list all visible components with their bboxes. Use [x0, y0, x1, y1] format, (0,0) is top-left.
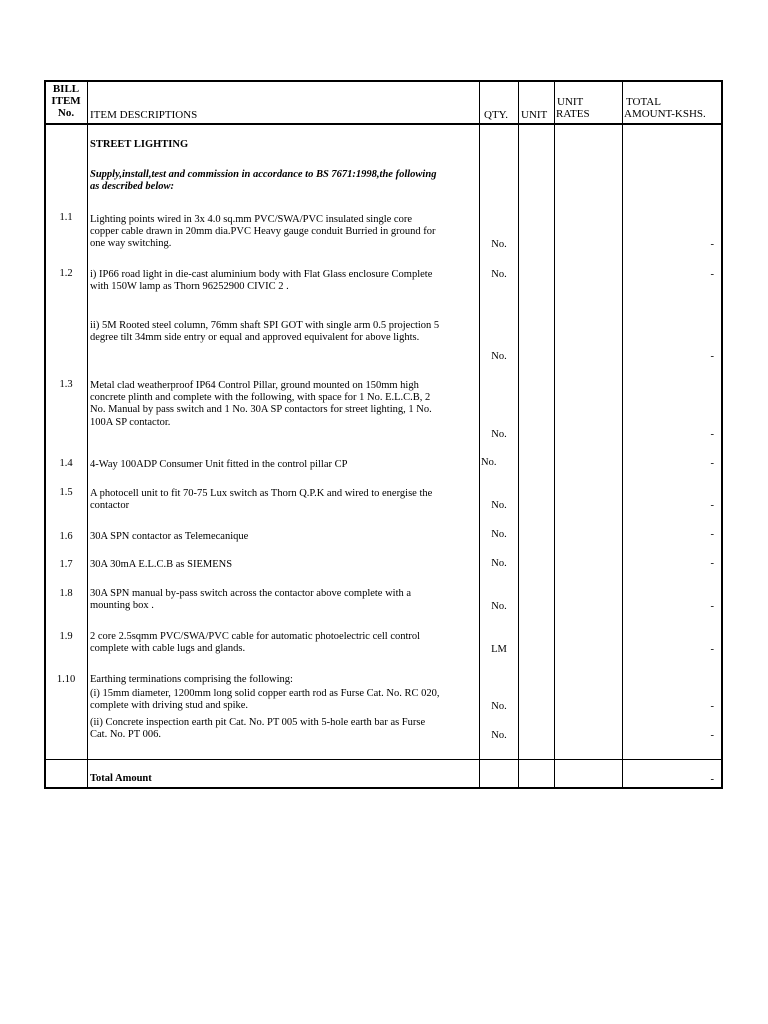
item-description: i) IP66 road light in die-cast aluminium body with Flat Glass enclosure Complete with 150W lamp as Thorn 96252900 CIVIC 2 .: [90, 269, 433, 293]
item-qty: No.: [491, 730, 507, 741]
item-description: 2 core 2.5sqmm PVC/SWA/PVC cable for automatic photoelectric cell control complete with cable lugs and glands.: [90, 631, 421, 655]
item-amount: -: [710, 701, 714, 712]
item-amount: -: [710, 529, 714, 540]
item-number: 1.1: [59, 212, 73, 223]
column-divider: [554, 80, 555, 789]
item-amount: -: [710, 429, 714, 440]
item-number: 1.2: [59, 268, 73, 279]
item-description: 30A SPN contactor as Telemecanique: [90, 531, 249, 542]
total-amount-label: Total Amount: [90, 773, 152, 784]
header-qty: QTY.: [484, 109, 508, 121]
item-description: A photocell unit to fit 70-75 Lux switch as Thorn Q.P.K and wired to energise the contactor: [90, 488, 433, 512]
total-divider: [44, 759, 723, 760]
item-qty: No.: [491, 239, 507, 250]
header-unit-rates: UNIT RATES: [556, 96, 590, 120]
item-amount: -: [710, 239, 714, 250]
item-qty: No.: [491, 351, 507, 362]
header-unit: UNIT: [521, 109, 548, 121]
column-divider: [622, 80, 623, 789]
item-qty: No.: [481, 457, 497, 468]
item-description: 30A 30mA E.L.C.B as SIEMENS: [90, 559, 233, 570]
item-number: 1.6: [59, 531, 73, 542]
item-number: 1.5: [59, 487, 73, 498]
item-number: 1.4: [59, 458, 73, 469]
item-amount: -: [710, 644, 714, 655]
item-number: 1.9: [59, 631, 73, 642]
item-description: (i) 15mm diameter, 1200mm long solid copper earth rod as Furse Cat. No. RC 020, complete with driving stud and spike.: [90, 688, 440, 712]
item-description: ii) 5M Rooted steel column, 76mm shaft SPI GOT with single arm 0.5 projection 5 degree tilt 34mm side entry or equal and approved equivalent for above lights.: [90, 320, 440, 344]
item-description: 30A SPN manual by-pass switch across the contactor above complete with a mounting box .: [90, 588, 412, 612]
header-item-descriptions: ITEM DESCRIPTIONS: [90, 109, 198, 121]
header-total-amount: TOTAL AMOUNT-KSHS.: [624, 96, 706, 120]
item-number: 1.8: [59, 588, 73, 599]
item-number: 1.3: [59, 379, 73, 390]
item-qty: No.: [491, 558, 507, 569]
item-qty: No.: [491, 701, 507, 712]
item-amount: -: [710, 269, 714, 280]
item-amount: -: [710, 601, 714, 612]
item-amount: -: [710, 500, 714, 511]
item-qty: No.: [491, 429, 507, 440]
item-amount: -: [710, 458, 714, 469]
item-amount: -: [710, 730, 714, 741]
total-amount-value: -: [710, 774, 714, 785]
item-qty: No.: [491, 269, 507, 280]
item-description: 4-Way 100ADP Consumer Unit fitted in the control pillar CP: [90, 459, 348, 470]
item-number: 1.7: [59, 559, 73, 570]
item-description: Metal clad weatherproof IP64 Control Pillar, ground mounted on 150mm high concrete plinth and complete with the following, with space for 1 No. E.L.C.B, 2 No. Manual by pass switch and 1 No. 30A SP contactors for street lighting, 1 No. 100A SP contactor.: [90, 380, 432, 428]
item-amount: -: [710, 351, 714, 362]
item-description: Lighting points wired in 3x 4.0 sq.mm PVC/SWA/PVC insulated single core copper cable drawn in 20mm dia.PVC Heavy gauge conduit Burried in ground for one way switching.: [90, 214, 436, 250]
header-divider: [44, 123, 723, 125]
item-qty: No.: [491, 500, 507, 511]
item-qty: No.: [491, 529, 507, 540]
item-amount: -: [710, 558, 714, 569]
section-intro: Supply,install,test and commission in accordance to BS 7671:1998,the following as described below:: [90, 169, 437, 193]
item-description: (ii) Concrete inspection earth pit Cat. No. PT 005 with 5-hole earth bar as Furse Cat. No. PT 006.: [90, 717, 426, 741]
item-description: Earthing terminations comprising the following:: [90, 674, 293, 685]
column-divider: [518, 80, 519, 789]
item-qty: No.: [491, 601, 507, 612]
header-bill-item: BILL ITEM No.: [51, 83, 81, 119]
item-number: 1.10: [56, 674, 76, 685]
item-qty: LM: [491, 644, 507, 655]
section-title: STREET LIGHTING: [90, 139, 189, 150]
bill-of-quantities-table: [44, 80, 723, 789]
